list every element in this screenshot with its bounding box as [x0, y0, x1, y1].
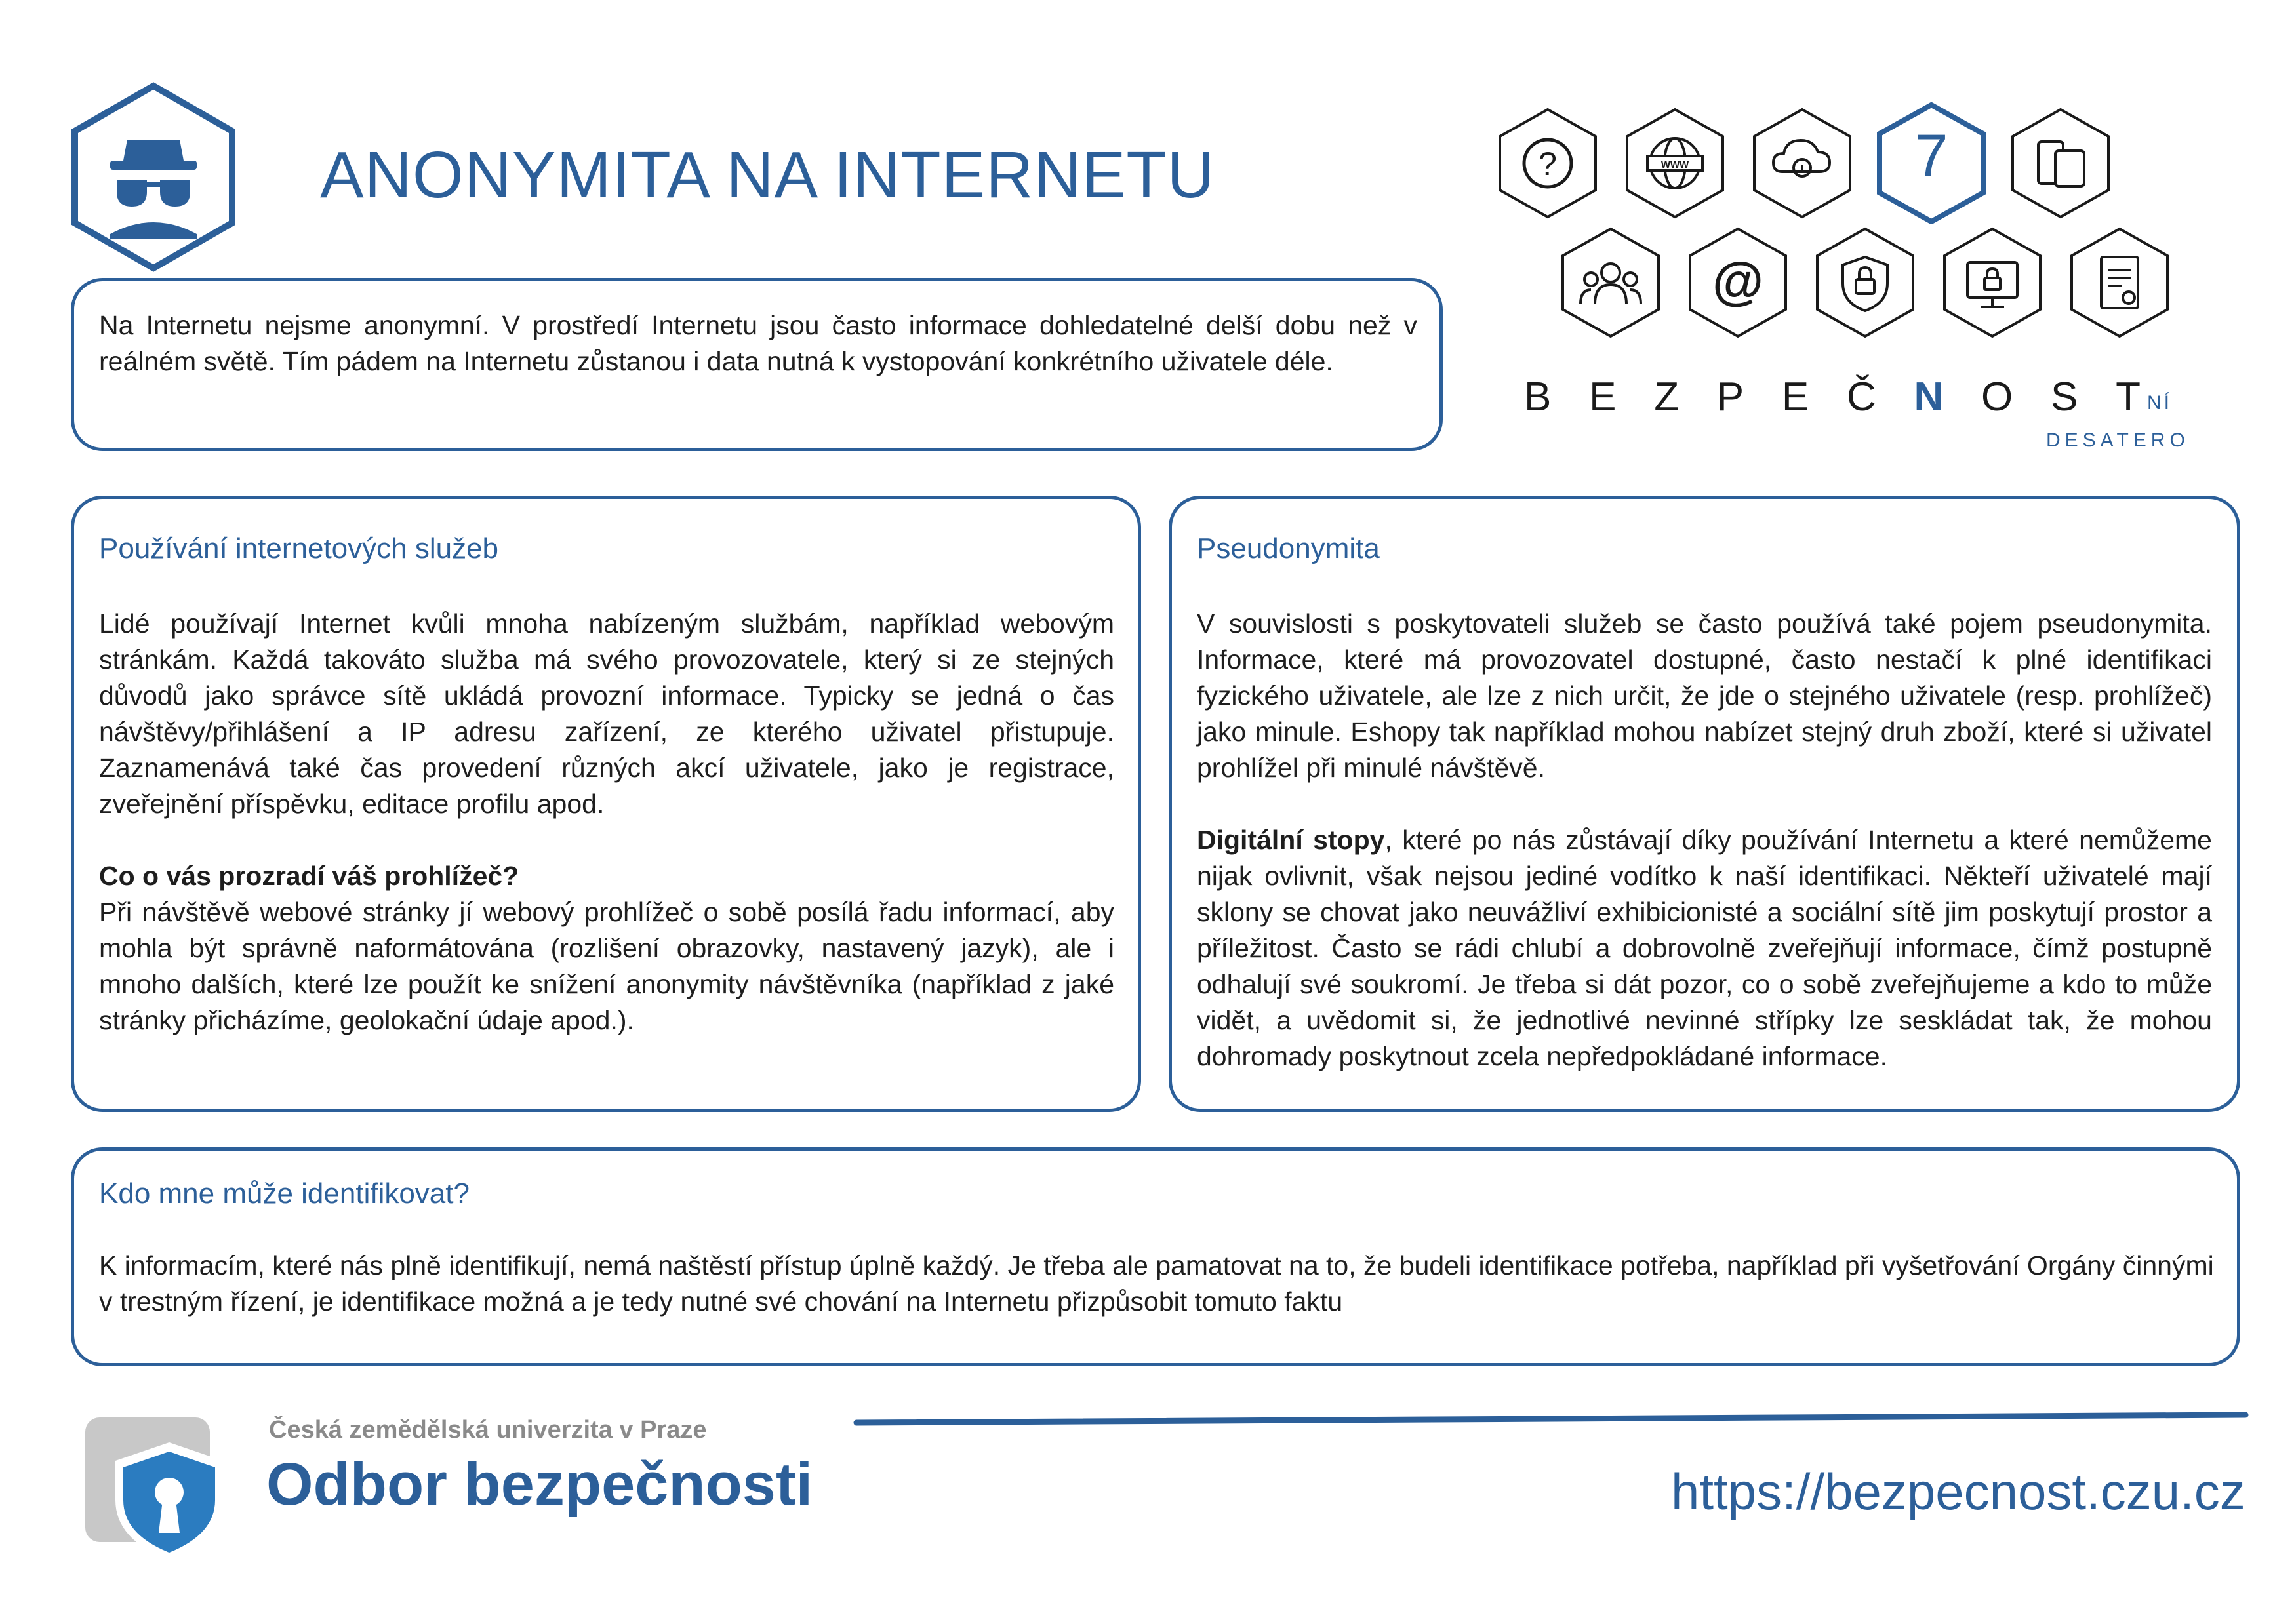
- svg-text:www: www: [1660, 157, 1689, 170]
- brand-suffix: NÍ: [2147, 392, 2172, 414]
- footer-divider: [853, 1410, 2249, 1429]
- brand-letter: T: [2116, 374, 2141, 420]
- pseudonymity-paragraph: V souvislosti s poskytovateli služeb se často používá také pojem pseudonymita. Informace, které má provozovatel dostupné, často nestačí k plné identifikaci fyzického uživatele, ale lze z nich určit, že jde o stejného uživatele (resp. prohlížeč) jako minule. Eshopy tak například mohou nabízet stejný druh zboží, které si uživatel prohlížel při minulé návštěvě.: [1197, 608, 2212, 783]
- devices-hex: [2011, 108, 2110, 219]
- brand-letter: E: [1589, 374, 1617, 420]
- page-title: ANONYMITA NA INTERNETU: [320, 138, 1215, 212]
- cloud-hex: [1752, 108, 1852, 219]
- brand-letter: B: [1524, 374, 1552, 420]
- certificate-hex: [2070, 227, 2169, 338]
- intro-text: Na Internetu nejsme anonymní. V prostředí Internetu jsou často informace dohledatelné delší dobu než v reálném světě. Tím pádem na Internetu zůstanou i data nutná k vystopování konkrétního uživatele déle.: [99, 310, 1417, 376]
- services-title: Používání internetových služeb: [99, 532, 499, 564]
- services-paragraph: Lidé používají Internet kvůli mnoha nabízeným službám, například webovým stránkám. Každá takováto služba má svého provozovatele, který si ze stejných důvodů jako správce sítě ukládá provozní informace. Typicky se jedná o čas návštěvy/přihlášení a IP adresu zařízení, ze kterého uživatel přistupuje. Zaznamenává také čas provedení různých akcí uživatele, jako je registrace, zveřejnění příspěvku, editace profilu apod.: [99, 608, 1114, 819]
- identification-box: [71, 1147, 2240, 1366]
- department-name: Odbor bezpečnosti: [266, 1451, 813, 1518]
- svg-text:?: ?: [1539, 146, 1557, 182]
- badge-number: 7: [1914, 123, 1948, 189]
- brand-letter: Č: [1846, 374, 1876, 420]
- at-icon: @: [1712, 252, 1764, 310]
- pseudonymity-title: Pseudonymita: [1197, 532, 1380, 564]
- services-box: [71, 496, 1141, 1112]
- identification-paragraph: K informacím, které nás plně identifikují, nemá naštěstí přístup úplně každý. Je třeba ale pamatovat na to, že budeli identifikace potřeba, například při vyšetřování Orgány činnými v trestným řízení, je identifikace možná a je tedy nutné své chování na Internetu přizpůsobit tomuto faktu: [99, 1250, 2214, 1317]
- incognito-hex-logo: [71, 82, 236, 272]
- services-subtitle: Co o vás prozradí váš prohlížeč?: [99, 860, 519, 891]
- bezpecnostni-desatero-badge: [1489, 98, 2223, 451]
- identification-title: Kdo mne může identifikovat?: [99, 1178, 470, 1210]
- www-hex: [1625, 108, 1725, 219]
- brand-letter: Z: [1654, 374, 1680, 420]
- question-hex: [1498, 108, 1598, 219]
- intro-box: [71, 278, 1443, 451]
- brand-letter: P: [1716, 374, 1744, 420]
- brand-letter: E: [1781, 374, 1809, 420]
- at-hex: [1688, 227, 1788, 338]
- brand-sub: DESATERO: [2046, 429, 2190, 451]
- pseudonymity-box: [1169, 496, 2240, 1112]
- university-name: Česká zemědělská univerzita v Praze: [269, 1416, 707, 1444]
- website-link[interactable]: https://bezpecnost.czu.cz: [1671, 1463, 2245, 1520]
- brand-letter-highlight: N: [1914, 374, 1944, 420]
- brand-letter: S: [2050, 374, 2078, 420]
- monitor-lock-hex: [1942, 227, 2042, 338]
- digital-footprints-term: Digitální stopy: [1197, 824, 1385, 855]
- people-hex: [1561, 227, 1660, 338]
- shield-lock-hex: [1815, 227, 1915, 338]
- digital-footprints-paragraph: [1197, 822, 2212, 1075]
- browser-paragraph: Při návštěvě webové stránky jí webový prohlížeč o sobě posílá řadu informací, aby mohla být správně naformátována (rozlišení obrazovky, nastavený jazyk), ale i mnoho dalších, které lze použít ke snížení anonymity návštěvníka (například z jaké stránky přicházíme, geolokační údaje apod.).: [99, 896, 1114, 1035]
- shield-keyhole-icon: [115, 1442, 223, 1560]
- brand-wordmark: [1524, 374, 2141, 420]
- brand-letter: O: [1981, 374, 2013, 420]
- czu-security-logo: [84, 1416, 235, 1560]
- digital-footprints-text: , které po nás zůstávají díky používání Internetu a které nemůžeme nijak ovlivnit, však nejsou jediné vodítko k naší identifikaci. Někteří uživatelé mají sklony se chovat jako neuvážliví exhibicionisté a sociální sítě jim poskytují prostor a příležitost. Často se rádi chlubí a dobrovolně zveřejňují informace, čímž postupně odhalují své soukromí. Je třeba si dát pozor, co o sobě zveřejňujeme a kdo to může vidět, a uvědomit si, že jednotlivé nevinné střípky lze seskládat tak, že mohou dohromady poskytnout zcela nepředpokládané informace.: [1197, 824, 2212, 1071]
